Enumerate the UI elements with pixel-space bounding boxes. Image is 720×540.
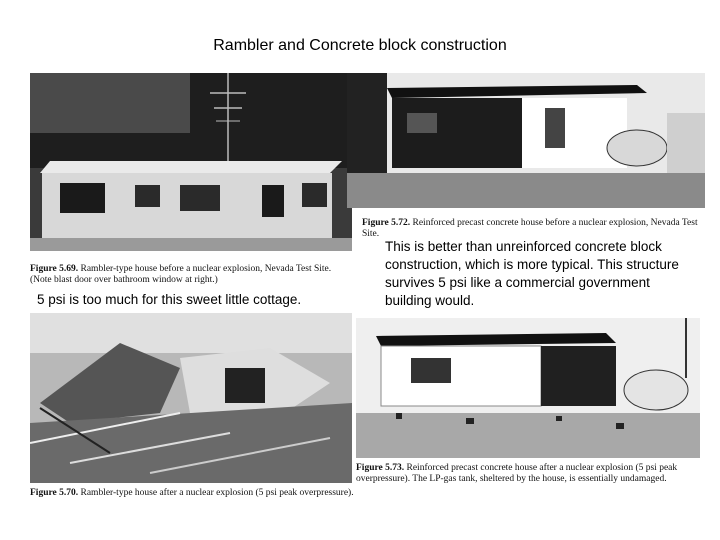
slide-title: Rambler and Concrete block construction xyxy=(213,37,507,54)
figure-caption-text: Reinforced precast concrete house before a nuclear explosion, Nevada Test Site. xyxy=(362,218,698,239)
figure-caption-text: Rambler-type house after a nuclear explosion (5 psi peak overpressure). xyxy=(80,488,354,498)
photo-rambler-after xyxy=(30,313,352,483)
photo-concrete-after xyxy=(356,318,700,458)
caption-figure-5-72 xyxy=(362,218,710,240)
caption-figure-5-73 xyxy=(356,463,700,485)
note-left: 5 psi is too much for this sweet little cottage. xyxy=(37,292,302,307)
caption-figure-5-69 xyxy=(30,264,352,286)
figure-number: Figure 5.72. xyxy=(362,218,411,228)
figure-number: Figure 5.73. xyxy=(356,463,405,473)
photo-concrete-before xyxy=(347,73,705,208)
photo-rambler-before xyxy=(30,73,352,251)
figure-number: Figure 5.70. xyxy=(30,488,79,498)
figure-number: Figure 5.69. xyxy=(30,264,79,274)
figure-caption-text: Rambler-type house before a nuclear explosion, Nevada Test Site. (Note blast door over bathroom window at right.) xyxy=(30,264,332,285)
figure-caption-text: Reinforced precast concrete house after a nuclear explosion (5 psi peak overpressure). The LP-gas tank, sheltered by the house, is essentially undamaged. xyxy=(356,463,678,484)
caption-figure-5-70 xyxy=(30,488,360,499)
note-right: This is better than unreinforced concrete block construction, which is more typical. This structure survives 5 psi like a commercial government building would. xyxy=(385,239,679,308)
